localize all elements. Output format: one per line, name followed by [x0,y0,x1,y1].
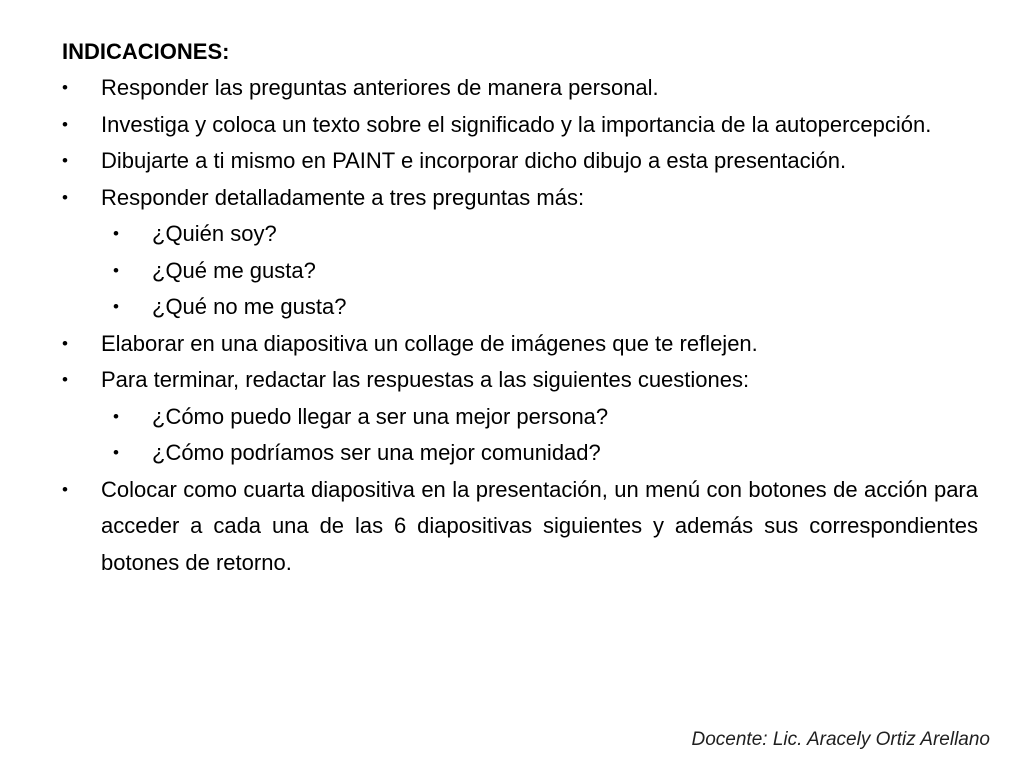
bullet-icon: • [113,260,119,280]
bullet-icon: • [113,224,119,243]
instructions-list [62,70,978,581]
list-item-text: ¿Qué me gusta? [152,257,316,283]
list-item [62,70,978,107]
list-item [62,107,978,144]
list-item [62,472,978,582]
list-item-text: Responder las preguntas anteriores de manera personal. [101,75,659,100]
list-item-text: Investiga y coloca un texto sobre el significado y la importancia de la autopercepción. [101,111,932,137]
sub-list-item [62,289,978,326]
instructions-heading: INDICACIONES: [62,39,230,64]
list-item-text: Colocar como cuarta diapositiva en la presentación, un menú con botones de acción para acceder a cada una de las 6 diapositivas siguientes y además sus correspondientes botones de retorno. [101,476,978,575]
list-item [62,326,978,363]
bullet-icon: • [113,406,119,426]
bullet-icon: • [113,297,119,316]
list-item [62,362,978,399]
list-item [62,180,978,217]
teacher-credit: Docente: Lic. Aracely Ortiz Arellano [691,729,990,750]
bullet-icon: • [62,114,68,134]
list-item-text: ¿Cómo puedo llegar a ser una mejor persona? [152,403,609,429]
bullet-icon: • [62,479,68,499]
sub-list-item [62,253,978,290]
bullet-icon: • [62,333,68,353]
bullet-icon: • [62,370,68,389]
list-item-text: Dibujarte a ti mismo en PAINT e incorporar dicho dibujo a esta presentación. [101,148,847,173]
list-item-text: ¿Qué no me gusta? [152,294,347,319]
list-item-text: Elaborar en una diapositiva un collage de imágenes que te reflejen. [101,330,758,356]
list-item-text: Para terminar, redactar las respuestas a las siguientes cuestiones: [101,367,750,392]
list-item-text: ¿Quién soy? [152,221,277,246]
sub-list-item [62,435,978,472]
list-item-text: Responder detalladamente a tres preguntas más: [101,184,585,210]
sub-list-item [62,399,978,436]
bullet-icon: • [62,187,68,207]
list-item-text: ¿Cómo podríamos ser una mejor comunidad? [152,440,601,465]
bullet-icon: • [62,151,68,170]
sub-list-item [62,216,978,253]
bullet-icon: • [113,443,119,462]
list-item [62,143,978,180]
bullet-icon: • [62,78,68,97]
instructions-block [62,34,978,581]
